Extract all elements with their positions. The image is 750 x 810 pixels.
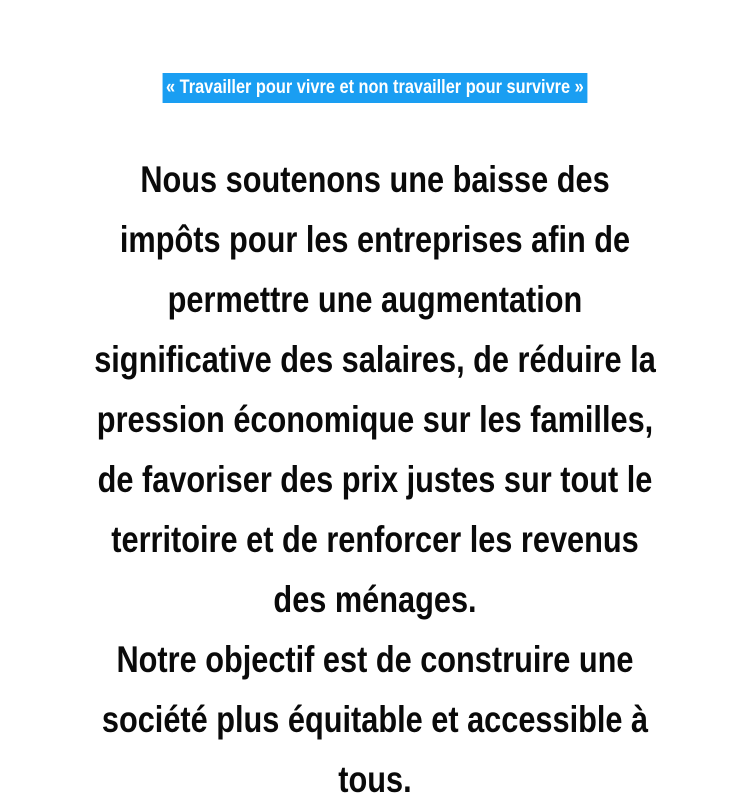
statement-line: territoire et de renforcer les revenus bbox=[111, 519, 639, 560]
statement-line: société plus équitable et accessible à bbox=[101, 699, 649, 740]
statement-line: impôts pour les entreprises afin de bbox=[119, 219, 631, 260]
statement-line: de favoriser des prix justes sur tout le bbox=[97, 459, 653, 500]
slogan-banner bbox=[0, 73, 750, 103]
statement-line: Notre objectif est de construire une bbox=[116, 639, 634, 680]
statement-line: des ménages. bbox=[273, 579, 477, 620]
statement-text-block bbox=[0, 150, 750, 810]
statement-line: significative des salaires, de réduire la bbox=[94, 339, 656, 380]
statement-line: tous. bbox=[338, 759, 412, 800]
statement-line: Nous soutenons une baisse des bbox=[140, 159, 610, 200]
slogan-text: « Travailler pour vivre et non travailler pour survivre » bbox=[163, 73, 588, 103]
statement-line: pression économique sur les familles, bbox=[96, 399, 654, 440]
statement-line: permettre une augmentation bbox=[167, 279, 583, 320]
